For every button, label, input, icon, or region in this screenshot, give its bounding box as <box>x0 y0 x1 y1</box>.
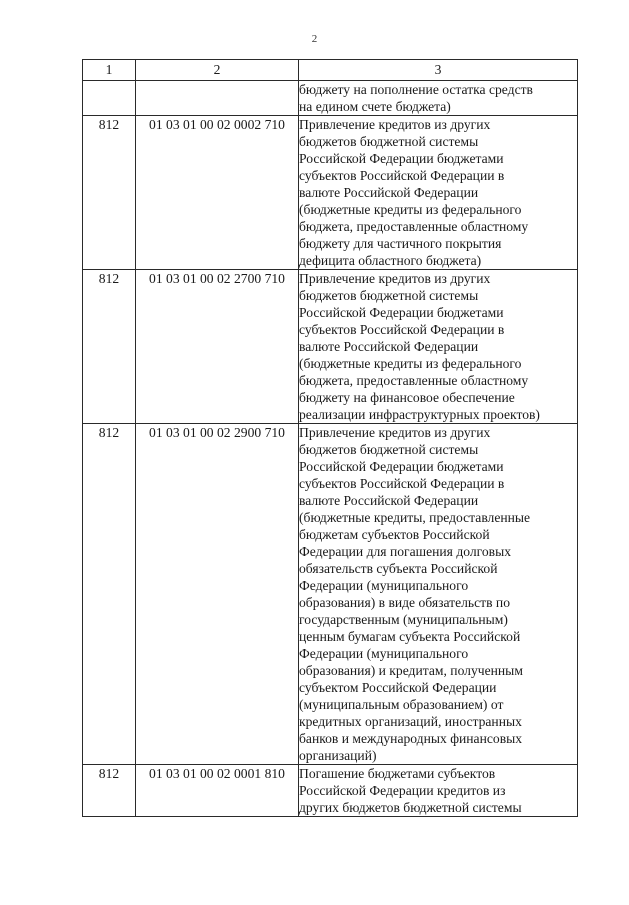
admin-code-cell: 812 <box>83 765 136 817</box>
description-line: Российской Федерации бюджетами <box>299 459 504 474</box>
column-header-1: 1 <box>83 60 136 81</box>
description-line: Российской Федерации бюджетами <box>299 151 504 166</box>
description-line: субъектов Российской Федерации в <box>299 168 505 183</box>
description-line: валюте Российской Федерации <box>299 339 479 354</box>
description-line: образования) и кредитам, полученным <box>299 663 523 678</box>
description-line: Федерации (муниципального <box>299 646 469 661</box>
description-line: бюджету на пополнение остатка средств <box>299 82 533 97</box>
description-line: бюджету для частичного покрытия <box>299 236 502 251</box>
description-line: Российской Федерации бюджетами <box>299 305 504 320</box>
budget-classification-code-cell: 01 03 01 00 02 0002 710 <box>136 116 299 270</box>
description-line: валюте Российской Федерации <box>299 185 479 200</box>
budget-sources-table <box>82 59 578 817</box>
admin-code-cell: 812 <box>83 424 136 765</box>
description-line: государственным (муниципальным) <box>299 612 508 627</box>
budget-classification-code-cell: 01 03 01 00 02 2900 710 <box>136 424 299 765</box>
description-line: (муниципальным образованием) от <box>299 697 504 712</box>
description-line: бюджетам субъектов Российской <box>299 527 490 542</box>
description-line: Привлечение кредитов из других <box>299 425 491 440</box>
description-line: бюджетов бюджетной системы <box>299 442 479 457</box>
description-line: Федерации (муниципального <box>299 578 469 593</box>
table-row <box>83 81 578 116</box>
description-line: субъектов Российской Федерации в <box>299 322 505 337</box>
description-line: бюджета, предоставленные областному <box>299 373 529 388</box>
description-line: субъектом Российской Федерации <box>299 680 497 695</box>
table-row <box>83 424 578 765</box>
description-line: бюджетов бюджетной системы <box>299 134 479 149</box>
table-row <box>83 765 578 817</box>
description-line: кредитных организаций, иностранных <box>299 714 522 729</box>
description-line: Федерации для погашения долговых <box>299 544 512 559</box>
description-line: банков и международных финансовых <box>299 731 523 746</box>
description-line: Привлечение кредитов из других <box>299 117 491 132</box>
description-line: (бюджетные кредиты, предоставленные <box>299 510 531 525</box>
description-line: бюджету на финансовое обеспечение <box>299 390 515 405</box>
description-line: бюджета, предоставленные областному <box>299 219 529 234</box>
budget-classification-code-cell <box>136 81 299 116</box>
description-cell <box>299 424 578 765</box>
admin-code-cell: 812 <box>83 116 136 270</box>
admin-code-cell: 812 <box>83 270 136 424</box>
description-line: Российской Федерации кредитов из <box>299 783 506 798</box>
description-line: субъектов Российской Федерации в <box>299 476 505 491</box>
table-body <box>83 81 578 817</box>
description-cell <box>299 116 578 270</box>
description-cell <box>299 270 578 424</box>
description-line: обязательств субъекта Российской <box>299 561 498 576</box>
description-cell <box>299 81 578 116</box>
description-line: образования) в виде обязательств по <box>299 595 510 610</box>
description-line: Погашение бюджетами субъектов <box>299 766 496 781</box>
table-row <box>83 116 578 270</box>
description-line: бюджетов бюджетной системы <box>299 288 479 303</box>
description-line: валюте Российской Федерации <box>299 493 479 508</box>
description-line: реализации инфраструктурных проектов) <box>299 407 540 422</box>
budget-classification-code-cell: 01 03 01 00 02 2700 710 <box>136 270 299 424</box>
description-line: ценным бумагам субъекта Российской <box>299 629 521 644</box>
description-cell <box>299 765 578 817</box>
column-header-3: 3 <box>299 60 578 81</box>
description-line: организаций) <box>299 748 377 763</box>
description-line: на едином счете бюджета) <box>299 99 451 114</box>
table-header-row <box>83 60 578 81</box>
description-line: (бюджетные кредиты из федерального <box>299 356 522 371</box>
description-line: других бюджетов бюджетной системы <box>299 800 522 815</box>
column-header-2: 2 <box>136 60 299 81</box>
description-line: (бюджетные кредиты из федерального <box>299 202 522 217</box>
table-row <box>83 270 578 424</box>
description-line: Привлечение кредитов из других <box>299 271 491 286</box>
admin-code-cell <box>83 81 136 116</box>
budget-classification-code-cell: 01 03 01 00 02 0001 810 <box>136 765 299 817</box>
description-line: дефицита областного бюджета) <box>299 253 482 268</box>
page-number: 2 <box>311 33 318 45</box>
